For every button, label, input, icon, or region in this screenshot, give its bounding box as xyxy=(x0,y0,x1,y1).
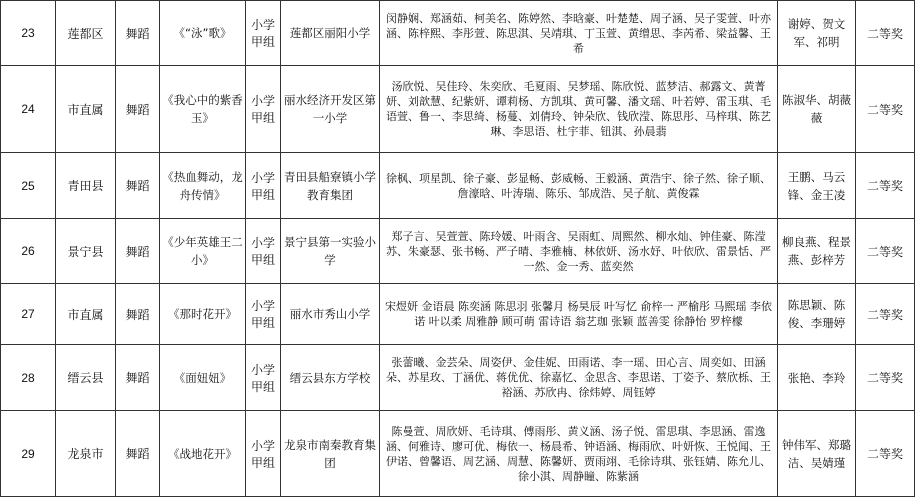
group-cell: 小学甲组 xyxy=(246,219,281,284)
table-row xyxy=(1,411,915,497)
prize-cell: 二等奖 xyxy=(856,66,915,153)
work-title-cell: 《“泳”歌》 xyxy=(160,1,246,66)
school-cell: 莲都区丽阳小学 xyxy=(281,1,380,66)
work-title-cell: 《我心中的紫香玉》 xyxy=(160,66,246,153)
category-cell: 舞蹈 xyxy=(116,1,160,66)
teachers-cell: 陈思颖、陈俊、李珊婷 xyxy=(778,284,856,345)
students-cell: 徐枫、项星凯、徐子豪、彭显畅、彭威畅、王毅涵、黄浩宇、徐子然、徐子顺、詹濠晗、叶涛瑞、陈乐、邹成浩、吴子航、黄俊霖 xyxy=(380,153,778,219)
table-row xyxy=(1,345,915,411)
table-row xyxy=(1,284,915,345)
group-cell: 小学甲组 xyxy=(246,153,281,219)
students-cell: 郑子言、吴萱萱、陈玲媛、叶雨含、吴雨虹、周熙然、柳水灿、钟佳豪、陈滢苏、朱豪瑟、张书畅、严子晴、李雅楠、林依妍、汤水妤、叶依欣、雷景恬、严一然、金一秀、蓝奕然 xyxy=(380,219,778,284)
group-cell: 小学甲组 xyxy=(246,345,281,411)
students-cell: 陈曼萱、周欣妍、毛诗琪、傅雨彤、黄义涵、汤子悦、雷思琪、李思涵、雷逸涵、何雅诗、廖可优、梅依一、杨晨希、钟语涵、梅雨欣、叶妍恢、王悦闻、王伊诺、曾馨语、周艺涵、周慧、陈馨妍、贾雨翊、毛徐诗琪、张钰婧、陈允儿、徐小淇、周静瞳、陈紫涵 xyxy=(380,411,778,497)
students-cell: 宋煜妍 金语晨 陈奕涵 陈思羽 张馨月 杨昊辰 叶写忆 俞梓一 严榆彤 马熙瑶 李依诺 叶以柔 周雅静 顾可萌 雷诗语 翁艺珈 张颖 蓝善雯 徐静怡 罗梓檬 xyxy=(380,284,778,345)
category-cell: 舞蹈 xyxy=(116,153,160,219)
category-cell: 舞蹈 xyxy=(116,284,160,345)
region-cell: 市直属 xyxy=(56,284,116,345)
school-cell: 青田县船寮镇小学教育集团 xyxy=(281,153,380,219)
teachers-cell: 柳良燕、程景燕、彭梓芳 xyxy=(778,219,856,284)
table-row xyxy=(1,66,915,153)
teachers-cell: 张艳、李羚 xyxy=(778,345,856,411)
school-cell: 龙泉市南秦教育集团 xyxy=(281,411,380,497)
table-row xyxy=(1,153,915,219)
school-cell: 丽水市秀山小学 xyxy=(281,284,380,345)
students-cell: 闵静娴、郑涵茹、柯美名、陈婷然、李晗豪、叶楚楚、周子涵、吴子雯萱、叶亦涵、陈梓熙、李彤萱、陈思淇、吴靖琪、丁玉萱、黄缯思、李芮希、梁益馨、王 希 xyxy=(380,1,778,66)
work-title-cell: 《那时花开》 xyxy=(160,284,246,345)
prize-cell: 二等奖 xyxy=(856,345,915,411)
row-number: 29 xyxy=(1,411,56,497)
students-cell: 张蕾曦、金芸朵、周姿伊、金佳妮、田雨诺、李一瑶、田心言、周奕如、田涵朵、苏星玫、丁涵优、蒋优优、徐嘉忆、金思含、李思诺、丁姿予、蔡欣栎、王裕涵、苏欣冉、徐炜婷、周钰婷 xyxy=(380,345,778,411)
region-cell: 青田县 xyxy=(56,153,116,219)
work-title-cell: 《面妞妞》 xyxy=(160,345,246,411)
students-cell: 汤欣悦、吴佳玲、朱奕欣、毛夏雨、吴梦瑶、陈欣悦、蓝梦洁、郝露文、黄菁妍、刘歆慧、纪紫妍、谭莉杨、方凯琪、黄可馨、潘文瑶、叶若婷、雷玉琪、毛语萱、鲁一、李思绮、杨蔓、刘倩玲、钟朵欣、钱欣滢、陈思彤、马梓琪、陈艺琳、李思语、杜宇菲、钮淇、孙晨翡 xyxy=(380,66,778,153)
prize-cell: 二等奖 xyxy=(856,219,915,284)
table-row xyxy=(1,1,915,66)
school-cell: 景宁县第一实验小学 xyxy=(281,219,380,284)
region-cell: 景宁县 xyxy=(56,219,116,284)
region-cell: 缙云县 xyxy=(56,345,116,411)
group-cell: 小学甲组 xyxy=(246,411,281,497)
row-number: 23 xyxy=(1,1,56,66)
category-cell: 舞蹈 xyxy=(116,345,160,411)
teachers-cell: 陈淑华、胡薇薇 xyxy=(778,66,856,153)
school-cell: 缙云县东方学校 xyxy=(281,345,380,411)
prize-cell: 二等奖 xyxy=(856,1,915,66)
teachers-cell: 钟伟军、郑璐洁、吴婧瑾 xyxy=(778,411,856,497)
row-number: 27 xyxy=(1,284,56,345)
row-number: 28 xyxy=(1,345,56,411)
prize-cell: 二等奖 xyxy=(856,153,915,219)
category-cell: 舞蹈 xyxy=(116,411,160,497)
table-row xyxy=(1,219,915,284)
region-cell: 龙泉市 xyxy=(56,411,116,497)
teachers-cell: 谢婷、贺文军、祁明 xyxy=(778,1,856,66)
region-cell: 莲都区 xyxy=(56,1,116,66)
group-cell: 小学甲组 xyxy=(246,284,281,345)
prize-cell: 二等奖 xyxy=(856,284,915,345)
work-title-cell: 《热血舞动，龙舟传情》 xyxy=(160,153,246,219)
work-title-cell: 《少年英雄王二小》 xyxy=(160,219,246,284)
row-number: 25 xyxy=(1,153,56,219)
category-cell: 舞蹈 xyxy=(116,219,160,284)
teachers-cell: 王鹏、马云锋、金王凌 xyxy=(778,153,856,219)
group-cell: 小学甲组 xyxy=(246,1,281,66)
row-number: 24 xyxy=(1,66,56,153)
work-title-cell: 《战地花开》 xyxy=(160,411,246,497)
group-cell: 小学甲组 xyxy=(246,66,281,153)
school-cell: 丽水经济开发区第一小学 xyxy=(281,66,380,153)
category-cell: 舞蹈 xyxy=(116,66,160,153)
region-cell: 市直属 xyxy=(56,66,116,153)
prize-cell: 二等奖 xyxy=(856,411,915,497)
row-number: 26 xyxy=(1,219,56,284)
